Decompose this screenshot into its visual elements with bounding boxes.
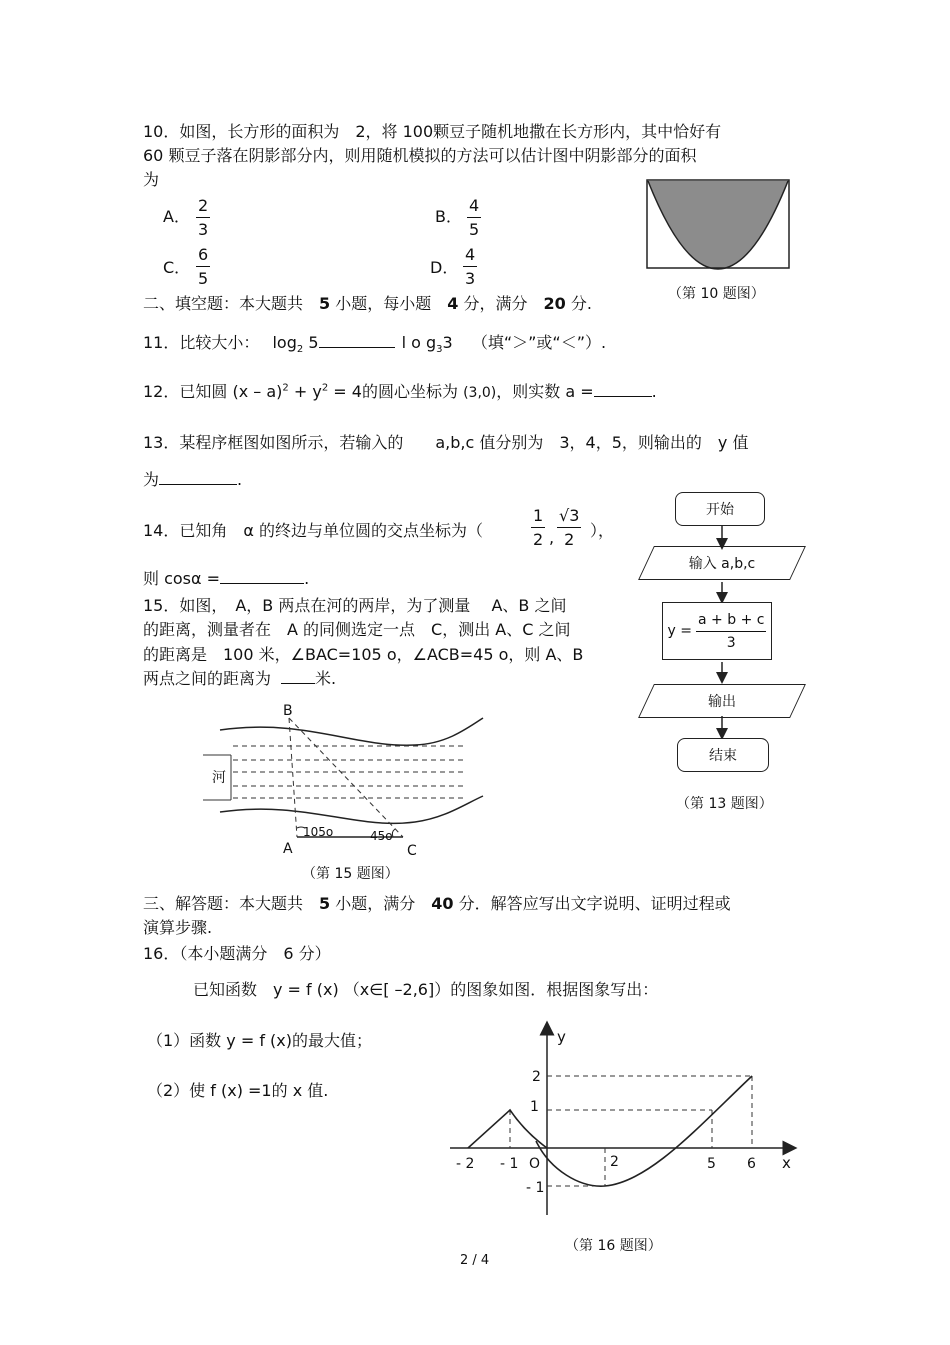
- q14-line2: [143, 569, 309, 588]
- q13-text: 为: [143, 470, 160, 489]
- function-curve-left: [468, 1110, 547, 1148]
- point-a-label: A: [283, 841, 293, 857]
- q12-exponent: 2: [321, 382, 329, 394]
- x-axis-label: x: [782, 1154, 791, 1172]
- q12-exponent: 2: [282, 382, 289, 394]
- section3-count: 5: [319, 894, 331, 913]
- q14-answer-blank[interactable]: [220, 583, 304, 584]
- q14-fraction-x: [531, 507, 545, 548]
- q14-end: .: [304, 569, 310, 588]
- river-bank-bottom: [220, 796, 483, 823]
- q15-line4: [143, 669, 336, 688]
- q12: [143, 382, 657, 402]
- q11-log-arg: 5: [308, 333, 319, 352]
- section2-header: [143, 294, 592, 313]
- q15-end: 米.: [315, 669, 337, 688]
- q15-line1: 15．如图， A，B 两点在河的两岸，为了测量 A、B 之间: [143, 596, 567, 615]
- q16-intro: 已知函数 y = f (x) （x∈[ –2,6]）的图象如图．根据图象写出：: [193, 980, 659, 999]
- section2-text: 小题，每小题: [330, 294, 448, 313]
- section2-total: 20: [543, 294, 566, 313]
- q11: [143, 333, 606, 356]
- x-tick-5: 5: [707, 1156, 716, 1172]
- section3-total: 40: [431, 894, 454, 913]
- q12-end: .: [651, 382, 657, 401]
- q12-expr: + y: [288, 382, 322, 401]
- section2-text: 分.: [565, 294, 592, 313]
- q12-expr: (x – a): [232, 382, 283, 401]
- flowchart-output: 输出: [646, 684, 798, 718]
- q15-text: 两点之间的距离为: [143, 669, 272, 688]
- q10-option-c-fraction: [196, 246, 210, 287]
- q13-answer-blank[interactable]: [159, 484, 237, 485]
- y-tick-2: 2: [532, 1069, 541, 1085]
- q12-mid: 的圆心坐标为: [361, 382, 458, 401]
- q11-log-base: 3: [436, 344, 443, 356]
- q11-answer-blank[interactable]: [319, 347, 395, 348]
- angle-arc-c: [392, 829, 395, 837]
- q13-caption: （第 13 题图）: [676, 796, 773, 812]
- section3-text: 小题，满分: [330, 894, 432, 913]
- q12-suffix: ，则实数 a =: [496, 382, 594, 401]
- q10-figure: [646, 179, 790, 271]
- q16-part2: （2）使 f (x) =1的 x 值.: [147, 1081, 329, 1100]
- assign-lhs: y =: [667, 623, 693, 639]
- fraction-denominator: 5: [469, 219, 480, 239]
- q16-header: 16．（本小题满分 6 分）: [143, 944, 331, 963]
- q10-line3: 为: [143, 170, 160, 189]
- section3-line2: 演算步骤.: [143, 918, 213, 937]
- flowchart-assign: [662, 602, 772, 660]
- q13-end: .: [237, 470, 243, 489]
- q14-line1: 14．已知角 α 的终边与单位圆的交点坐标为（: [143, 521, 483, 540]
- flowchart-start: 开始: [675, 492, 765, 526]
- section2-count: 5: [319, 294, 331, 313]
- y-axis-label: y: [557, 1028, 566, 1046]
- q10-line1: 10．如图，长方形的面积为 2，将 100颗豆子随机地撒在长方形内，其中恰好有: [143, 122, 722, 141]
- x-tick-2: 2: [610, 1154, 619, 1170]
- q10-option-c-label: C．: [163, 258, 191, 277]
- section2-text: 分，满分: [458, 294, 544, 313]
- q16-part1: （1）函数 y = f (x)的最大值；: [147, 1031, 372, 1050]
- q10-option-a-fraction: [196, 197, 210, 238]
- q10-line2: 60 颗豆子落在阴影部分内，则用随机模拟的方法可以估计图中阴影部分的面积: [143, 146, 697, 165]
- angle-a-label: 105o: [303, 825, 334, 839]
- q14-fraction-y: [557, 507, 581, 548]
- angle-c-label: 45o: [370, 829, 393, 843]
- fraction-numerator: 1: [531, 507, 545, 528]
- q12-coordinate: (3,0): [463, 385, 497, 401]
- fraction-numerator: √3: [557, 507, 581, 528]
- section3-header: [143, 894, 731, 913]
- section3-text: 三、解答题：本大题共: [143, 894, 320, 913]
- q15-caption: （第 15 题图）: [302, 866, 399, 882]
- q16-graph: [440, 1020, 810, 1225]
- flowchart-input: 输入 a,b,c: [646, 546, 798, 580]
- y-tick-1: 1: [530, 1099, 539, 1115]
- q15-answer-blank-line[interactable]: [281, 683, 315, 684]
- x-tick-6: 6: [747, 1156, 756, 1172]
- fraction-numerator: 2: [196, 197, 210, 218]
- fraction-denominator: 3: [198, 219, 209, 239]
- function-curve-right: [536, 1076, 752, 1186]
- x-tick-minus-1: - 1: [500, 1156, 519, 1172]
- section3-text: 分．解答应写出文字说明、证明过程或: [453, 894, 731, 913]
- fraction-denominator: 2: [533, 529, 544, 549]
- q11-prefix: 11．比较大小：: [143, 333, 260, 352]
- section2-points: 4: [447, 294, 459, 313]
- q14-suffix: ），: [590, 521, 615, 540]
- q10-option-b-label: B．: [435, 207, 462, 226]
- page-number: 2 / 4: [460, 1253, 490, 1268]
- river-bank-top: [220, 718, 483, 745]
- point-b-label: B: [283, 703, 293, 719]
- q14-comma: ,: [549, 528, 555, 547]
- q12-answer-blank[interactable]: [594, 396, 652, 397]
- flowchart-end: 结束: [677, 738, 769, 772]
- q14-text: 则 cosα =: [143, 569, 221, 588]
- river-water-lines: [233, 746, 465, 798]
- fraction-numerator: 4: [463, 246, 477, 267]
- segment-ab: [289, 718, 297, 837]
- fraction-denominator: 5: [198, 268, 209, 288]
- assign-numerator: a + b + c: [696, 612, 766, 632]
- fraction-denominator: 2: [564, 529, 575, 549]
- q15-line3: 的距离是 100 米，∠BAC=105 o，∠ACB=45 o，则 A、B: [143, 645, 584, 664]
- q12-expr: = 4: [328, 382, 362, 401]
- fraction-denominator: 3: [465, 268, 476, 288]
- q13-line2: [143, 470, 242, 489]
- q11-log-base: 2: [296, 344, 304, 356]
- q13-line1: 13．某程序框图如图所示，若输入的 a,b,c 值分别为 3，4，5，则输出的 y 值: [143, 433, 749, 452]
- origin-label: O: [529, 1156, 541, 1172]
- q12-prefix: 12．已知圆: [143, 382, 228, 401]
- q10-option-b-fraction: [467, 197, 481, 238]
- section2-text: 二、填空题：本大题共: [143, 294, 320, 313]
- q11-log-arg: 3: [442, 333, 453, 352]
- q11-suffix: （填“＞”或“＜”）.: [471, 333, 607, 352]
- q15-line2: 的距离，测量者在 A 的同侧选定一点 C，测出 A、C 之间: [143, 620, 571, 639]
- q10-option-a-label: A．: [163, 207, 190, 226]
- assign-denominator: 3: [726, 634, 736, 651]
- point-c-label: C: [407, 843, 417, 859]
- q16-caption: （第 16 题图）: [565, 1238, 662, 1254]
- q10-option-d-fraction: [463, 246, 477, 287]
- river-label: 河: [212, 770, 226, 786]
- q11-log: log: [272, 333, 297, 352]
- q15-figure: [195, 700, 495, 860]
- x-tick-minus-2: - 2: [456, 1156, 475, 1172]
- q10-option-d-label: D．: [430, 258, 459, 277]
- fraction-numerator: 4: [467, 197, 481, 218]
- q11-log: l o g: [401, 333, 437, 352]
- y-tick-minus-1: - 1: [526, 1180, 545, 1196]
- fraction-numerator: 6: [196, 246, 210, 267]
- q10-caption: （第 10 题图）: [668, 286, 765, 302]
